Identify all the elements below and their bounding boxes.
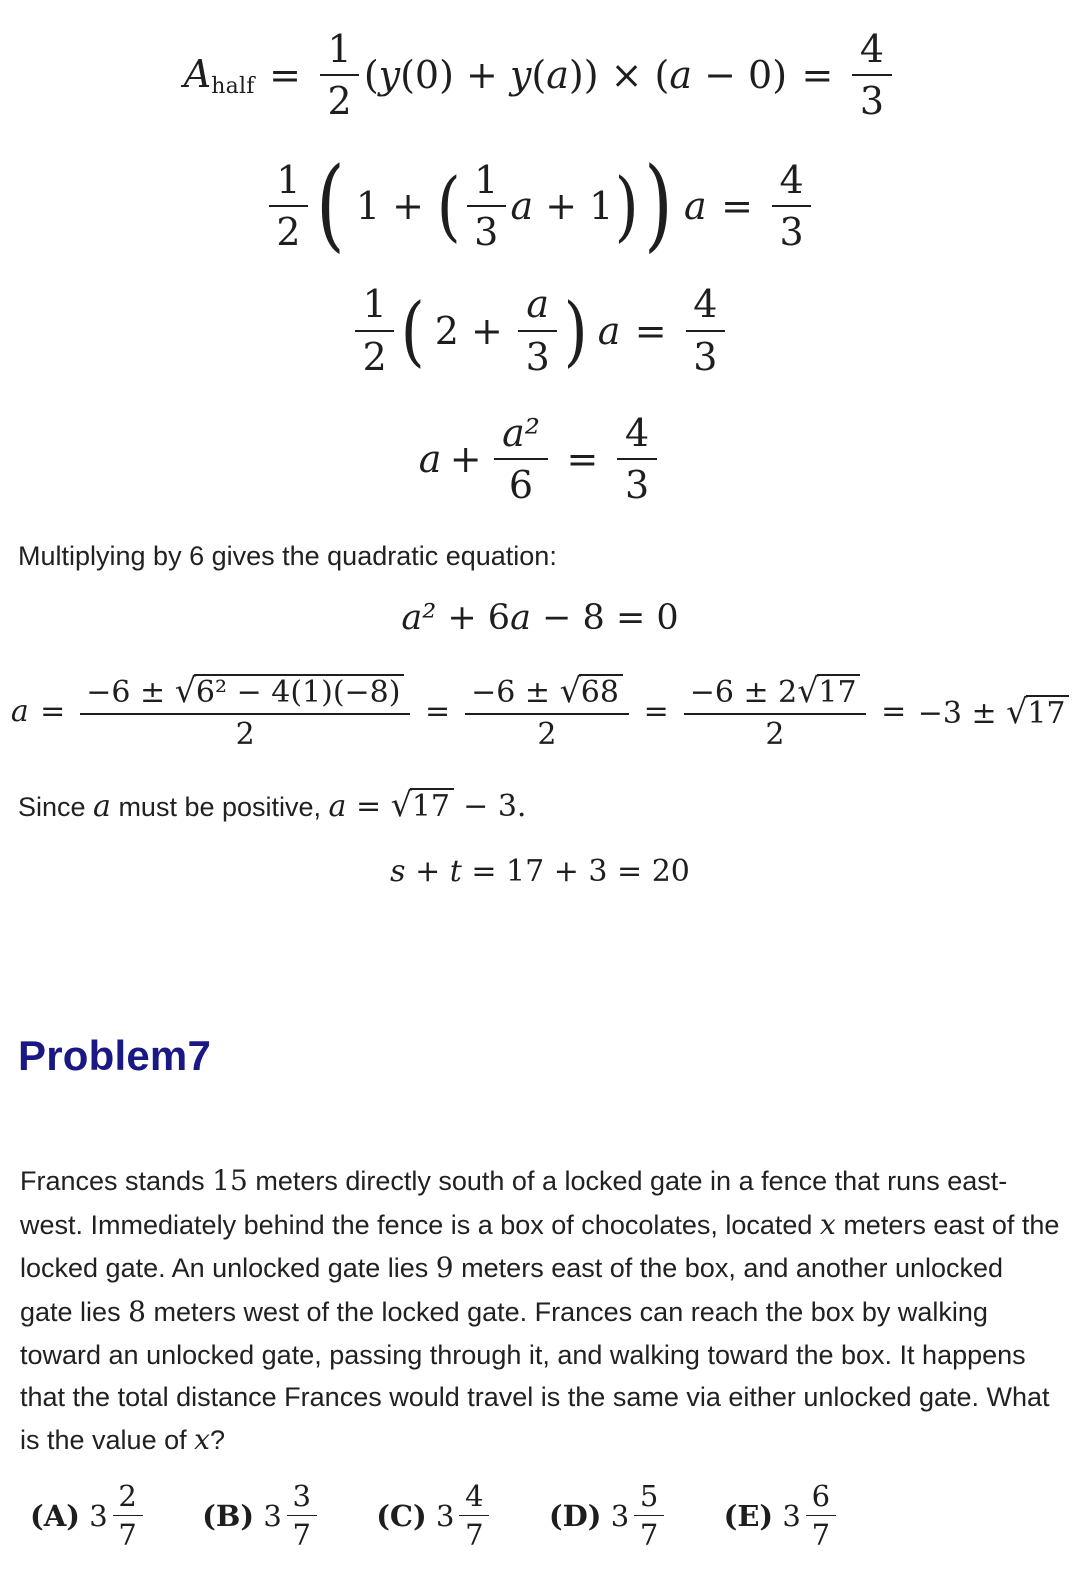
fraction-a-thirds	[518, 283, 557, 378]
fraction-denominator: 2	[235, 716, 255, 752]
equation-substituted	[18, 147, 1062, 264]
paren-close: )	[643, 147, 673, 264]
mixed-number-fraction	[287, 1480, 317, 1552]
mixed-number-fraction	[113, 1480, 143, 1552]
math-text: + 1	[533, 184, 614, 229]
fraction-denominator: 3	[624, 463, 650, 508]
equation-quadratic	[18, 598, 1062, 638]
variable-y: y	[509, 53, 532, 98]
variable-a: a	[510, 184, 534, 229]
fraction-numerator	[80, 672, 410, 715]
subscript-half: half	[211, 73, 255, 99]
math-token: 2 +	[434, 308, 503, 353]
variable-a: a	[546, 53, 569, 98]
variable-x: x	[194, 1423, 210, 1457]
variable-A: A	[183, 51, 212, 96]
math-text: −6 ±	[471, 674, 560, 710]
math-token	[364, 53, 787, 97]
option-label: (A)	[30, 1498, 80, 1533]
fraction-numerator: 4	[772, 159, 811, 207]
answer-choices	[30, 1480, 1062, 1552]
radical-sign: √	[390, 785, 413, 825]
radicand: 17	[817, 674, 861, 710]
sqrt-radical	[174, 670, 404, 710]
fraction-discriminant	[80, 672, 410, 751]
equals-sign: =	[566, 437, 599, 482]
fraction-numerator: 4	[459, 1480, 489, 1516]
math-number-8: 8	[128, 1295, 146, 1329]
math-text: + 6	[436, 597, 511, 638]
option-a	[30, 1480, 146, 1552]
mixed-number-whole: 3	[89, 1498, 108, 1533]
equation-rational	[18, 412, 1062, 507]
math-number-9: 9	[435, 1251, 454, 1285]
math-text: = 17 + 3 = 20	[461, 853, 690, 889]
math-token	[184, 52, 255, 99]
fraction-denominator: 2	[537, 716, 557, 752]
fraction-four-thirds	[772, 159, 811, 254]
math-token: 1 +	[355, 184, 424, 229]
paren-open: (	[315, 147, 345, 264]
fraction-denominator: 6	[508, 463, 534, 508]
option-e	[724, 1480, 840, 1552]
variable-a: a	[510, 597, 531, 638]
fraction-one-half	[320, 28, 359, 123]
paren-open: (	[400, 286, 425, 375]
variable-a: a	[669, 53, 693, 98]
radical-sign: √	[797, 670, 819, 710]
equals-sign: =	[346, 789, 391, 825]
mixed-number-whole: 3	[610, 1498, 630, 1533]
radicand: 17	[1026, 695, 1070, 731]
radical-sign: √	[1006, 692, 1028, 731]
sqrt-radical	[390, 785, 454, 825]
math-text: )) × (	[568, 53, 670, 98]
equals-sign: =	[269, 53, 301, 98]
math-text: +	[405, 853, 450, 889]
equation-quadratic-formula	[10, 670, 1066, 752]
fraction-numerator: 6	[806, 1480, 836, 1516]
paren-open: (	[531, 53, 547, 98]
option-label: (C)	[376, 1498, 427, 1533]
equation-final-answer	[18, 854, 1062, 889]
option-b	[202, 1480, 320, 1552]
equals-sign: =	[721, 184, 753, 229]
note-multiplying: Multiplying by 6 gives the quadratic equation:	[18, 540, 557, 571]
equals-sign: =	[40, 694, 66, 729]
fraction-denominator: 3	[859, 79, 885, 124]
math-token	[510, 184, 613, 228]
fraction-numerator	[465, 672, 628, 715]
math-token	[328, 785, 527, 825]
variable-s: s	[390, 853, 406, 889]
fraction-numerator: 5	[634, 1480, 664, 1516]
mixed-number-fraction	[634, 1480, 664, 1552]
problem-text-segment: ?	[209, 1425, 225, 1456]
problem-text-segment: meters east of the locked gate. An unlocked gate lies	[20, 1209, 1060, 1284]
fraction-denominator: 2	[362, 334, 387, 379]
equals-sign: =	[801, 53, 834, 98]
option-label: (D)	[548, 1498, 602, 1533]
fraction-denominator: 3	[779, 209, 804, 254]
problem-heading: Problem7	[18, 1031, 211, 1079]
fraction-numerator: a	[518, 283, 557, 331]
radical-sign: √	[174, 670, 197, 710]
fraction-denominator: 3	[474, 209, 499, 254]
option-label: (B)	[202, 1498, 255, 1533]
variable-y: y	[378, 53, 401, 98]
fraction-denominator: 7	[811, 1518, 831, 1553]
fraction-denominator: 7	[292, 1518, 311, 1553]
fraction-denominator: 7	[118, 1518, 137, 1553]
fraction-numerator: 1	[320, 28, 359, 76]
fraction-numerator: a²	[494, 412, 547, 460]
fraction-denominator: 3	[693, 334, 718, 379]
variable-a: a	[683, 184, 707, 229]
fraction-numerator: 4	[852, 28, 891, 76]
mixed-number-fraction	[459, 1480, 489, 1552]
radicand: 17	[410, 788, 454, 824]
variable-a: a	[10, 694, 29, 729]
variable-a: a	[93, 789, 111, 825]
fraction-denominator: 3	[525, 334, 550, 379]
radical-sign: √	[559, 670, 582, 710]
variable-x: x	[819, 1207, 836, 1241]
fraction-denominator: 7	[465, 1518, 484, 1553]
variable-a: a	[597, 308, 621, 353]
plus-sign: +	[449, 437, 482, 482]
fraction-numerator: 2	[113, 1480, 143, 1516]
fraction-four-thirds	[686, 283, 725, 378]
math-text: −6 ±	[86, 674, 175, 710]
mixed-number-whole: 3	[436, 1498, 455, 1533]
fraction-numerator: 1	[467, 159, 506, 207]
fraction-one-half	[269, 159, 308, 254]
option-label: (E)	[723, 1498, 774, 1533]
fraction-denominator: 7	[639, 1518, 659, 1553]
math-text: −3 ±	[917, 696, 1007, 731]
fraction-denominator: 2	[765, 716, 785, 752]
fraction-four-thirds	[852, 28, 891, 123]
fraction-denominator: 2	[276, 209, 301, 254]
fraction-sqrt68	[465, 672, 628, 751]
fraction-numerator: 4	[617, 412, 656, 460]
problem-text-segment: Frances stands	[20, 1165, 213, 1196]
sqrt-radical	[797, 670, 860, 710]
option-d	[549, 1480, 668, 1552]
math-number-15: 15	[212, 1163, 248, 1197]
mixed-number-fraction	[806, 1480, 836, 1552]
note-text: must be positive,	[110, 792, 329, 823]
variable-a: a	[418, 437, 442, 482]
variable-t: t	[449, 853, 462, 889]
note-positive-root	[18, 781, 1062, 830]
problem-statement	[20, 1159, 1062, 1462]
fraction-a-squared-sixths	[494, 412, 547, 507]
math-text: − 3.	[453, 789, 527, 825]
equation-simplified	[18, 283, 1062, 378]
note-text: Since	[18, 792, 94, 823]
fraction-numerator: 1	[355, 283, 394, 331]
math-text: − 0)	[692, 53, 788, 98]
radicand: 6² − 4(1)(−8)	[194, 674, 404, 710]
equation-area-half	[18, 28, 1062, 123]
option-c	[376, 1480, 493, 1552]
fraction-2sqrt17	[684, 672, 867, 751]
fraction-numerator: 3	[287, 1480, 317, 1516]
math-text: − 8 = 0	[530, 597, 679, 638]
math-text: −6 ± 2	[689, 674, 798, 710]
problem-text-segment: meters west of the locked gate. Frances can reach the box by walking toward an unlocked gate, passing through it, and walking toward the box. It happens that the total distance Frances would travel is the same via either unlocked gate. What is the value of	[20, 1297, 1050, 1456]
problem-text-segment: meters directly south of a locked gate in a fence that runs east-west. Immediately behind the fence is a box of chocolates, located	[20, 1165, 1008, 1240]
sqrt-radical	[559, 670, 623, 710]
problem-text-segment: meters east of the box, and another unlocked gate lies	[20, 1253, 1004, 1328]
fraction-four-thirds	[617, 412, 656, 507]
sqrt-radical	[1006, 692, 1069, 731]
variable-a: a	[328, 789, 347, 825]
fraction-one-third	[467, 159, 506, 254]
fraction-one-half	[355, 283, 394, 378]
fraction-numerator: 1	[269, 159, 308, 207]
fraction-numerator	[684, 672, 867, 715]
mixed-number-whole: 3	[782, 1498, 801, 1533]
paren-close: )	[614, 161, 640, 251]
paren-open: (	[363, 53, 379, 98]
equals-sign: =	[881, 694, 907, 729]
fraction-denominator: 2	[327, 79, 352, 124]
equals-sign: =	[634, 308, 667, 353]
math-text: (0) +	[400, 53, 510, 98]
variable-a-squared: a²	[401, 597, 437, 638]
paren-close: )	[563, 286, 588, 375]
fraction-numerator: 4	[686, 283, 725, 331]
paren-open: (	[436, 161, 461, 251]
radicand: 68	[579, 674, 623, 710]
equals-sign: =	[425, 694, 451, 729]
mixed-number-whole: 3	[263, 1498, 282, 1533]
math-token	[918, 692, 1069, 731]
equals-sign: =	[643, 694, 669, 729]
